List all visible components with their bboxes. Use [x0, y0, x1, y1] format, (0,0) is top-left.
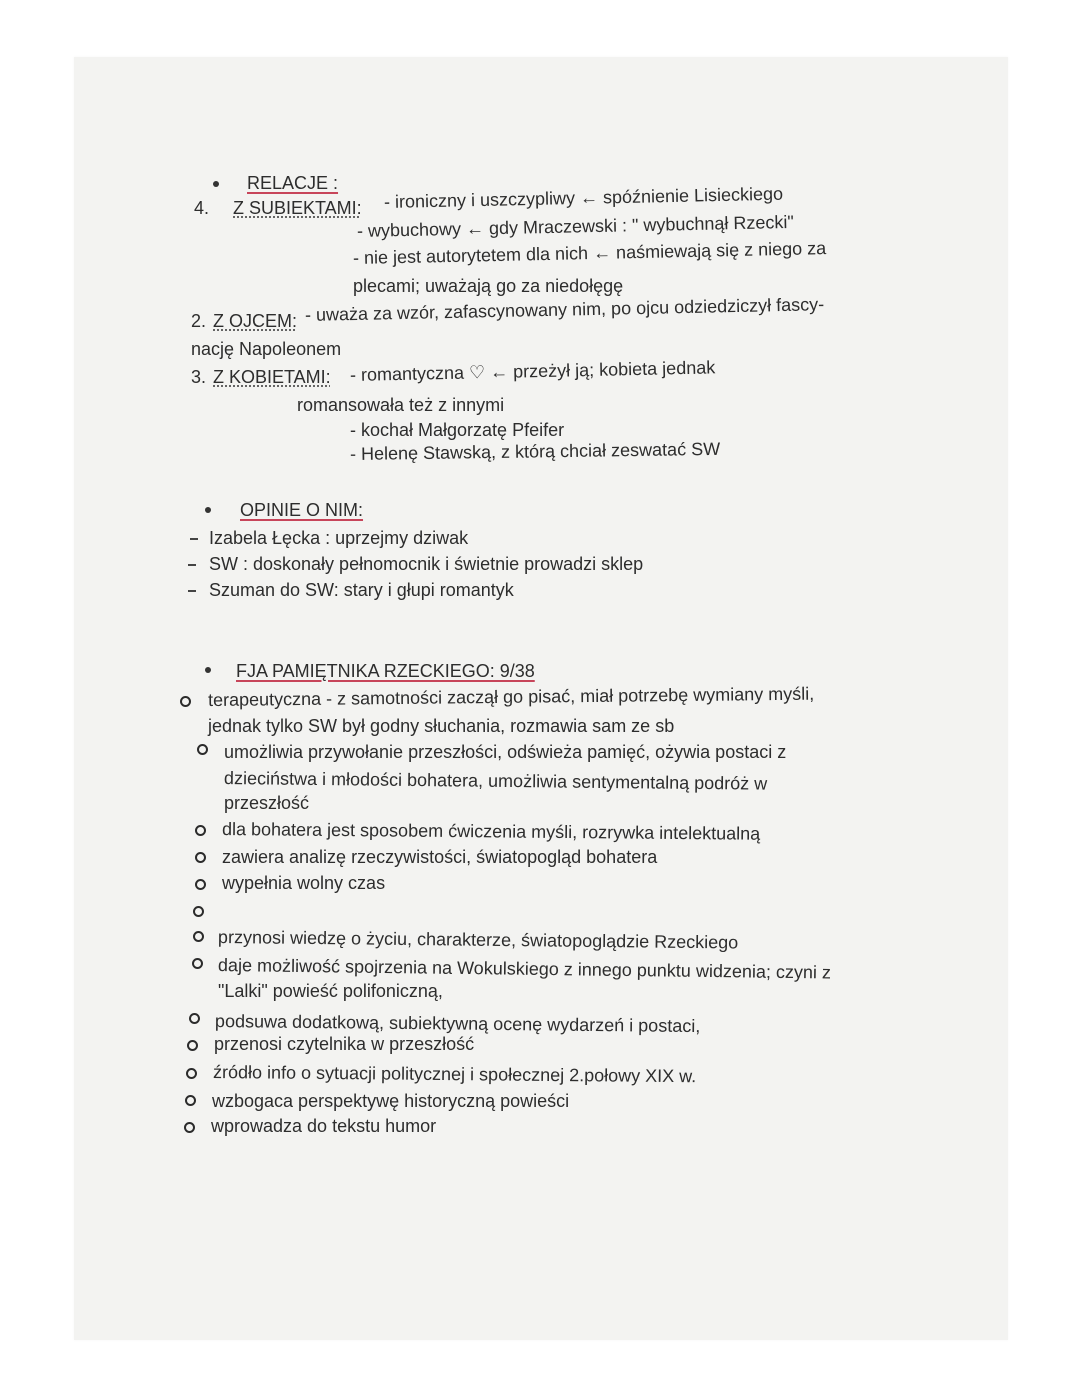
note-line: - ironiczny i uszczypliwy ← spóźnienie Lisieckiego	[383, 183, 784, 212]
heading-funkcje: FJA PAMIĘTNIKA RZECKIEGO: 9/38	[236, 661, 535, 681]
circle-bullet	[193, 931, 204, 942]
function-line: "Lalki" powieść polifoniczną,	[218, 981, 443, 1001]
bullet-dot	[205, 507, 211, 513]
note-line: romansowała też z innymi	[297, 395, 505, 415]
item-number: 2.	[191, 311, 207, 331]
function-line: źródło info o sytuacji politycznej i społecznej 2.połowy XIX w.	[212, 1062, 697, 1087]
function-line: jednak tylko SW był godny słuchania, rozmawia sam ze sb	[208, 716, 675, 736]
note-line: - Helenę Stawską, z którą chciał zeswatać SW	[349, 438, 721, 464]
note-line: - kochał Małgorzatę Pfeifer	[350, 420, 565, 440]
function-line: wypełnia wolny czas	[222, 873, 386, 893]
function-line: dzieciństwa i młodości bohatera, umożliwia sentymentalną podróż w	[223, 768, 768, 794]
heading-relacje: RELACJE :	[247, 173, 339, 193]
function-line: przenosi czytelnika w przeszłość	[214, 1034, 475, 1054]
dash-marker	[188, 564, 196, 566]
circle-bullet	[193, 906, 204, 917]
note-line: - wybuchowy ← gdy Mraczewski : " wybuchnął Rzecki"	[356, 211, 795, 241]
item-number: 3.	[191, 367, 207, 387]
note-line: - nie jest autorytetem dla nich ← naśmiewają się z niego za	[352, 238, 827, 268]
note-line: nację Napoleonem	[191, 339, 342, 359]
circle-bullet	[189, 1013, 200, 1024]
heading-opinie: OPINIE O NIM:	[240, 500, 364, 520]
circle-bullet	[180, 696, 191, 707]
function-line: przynosi wiedzę o życiu, charakterze, światopoglądzie Rzeckiego	[217, 927, 739, 953]
circle-bullet	[192, 958, 203, 969]
opinion-item: SW : doskonały pełnomocnik i świetnie prowadzi sklep	[209, 554, 644, 574]
function-line: przeszłość	[224, 793, 310, 813]
function-line: wprowadza do tekstu humor	[211, 1116, 437, 1136]
opinion-item: Szuman do SW: stary i głupi romantyk	[209, 580, 514, 600]
function-line: zawiera analizę rzeczywistości, światopogląd bohatera	[222, 847, 658, 867]
dash-marker	[188, 590, 196, 592]
label-z-ojcem: Z OJCEM:	[213, 311, 297, 331]
note-line: plecami; uważają go za niedołęgę	[353, 276, 624, 296]
function-line: wzbogaca perspektywę historyczną powieści	[212, 1091, 570, 1111]
dash-marker	[190, 538, 198, 540]
note-line: - uważa za wzór, zafascynowany nim, po ojcu odziedziczył fascy-	[304, 294, 825, 325]
circle-bullet	[197, 744, 208, 755]
circle-bullet	[195, 852, 206, 863]
circle-bullet	[195, 879, 206, 890]
circle-bullet	[195, 825, 206, 836]
circle-bullet	[187, 1040, 198, 1051]
bullet-dot	[213, 181, 219, 187]
label-z-kobietami: Z KOBIETAMI:	[213, 367, 331, 387]
label-z-subiektami: Z SUBIEKTAMI:	[233, 198, 362, 218]
circle-bullet	[186, 1068, 197, 1079]
circle-bullet	[184, 1122, 195, 1133]
circle-bullet	[185, 1095, 196, 1106]
item-number: 4.	[194, 198, 210, 218]
note-line: - romantyczna ♡ ← przeżył ją; kobieta jednak	[349, 357, 716, 385]
bullet-dot	[205, 667, 211, 673]
function-line: daje możliwość spojrzenia na Wokulskiego z innego punktu widzenia; czyni z	[217, 955, 832, 983]
opinion-item: Izabela Łęcka : uprzejmy dziwak	[209, 528, 469, 548]
function-line: dla bohatera jest sposobem ćwiczenia myśli, rozrywka intelektualną	[221, 819, 761, 844]
function-line: podsuwa dodatkową, subiektywną ocenę wydarzeń i postaci,	[214, 1011, 701, 1037]
function-line: terapeutyczna - z samotności zaczął go pisać, miał potrzebę wymiany myśli,	[207, 683, 815, 710]
function-line: umożliwia przywołanie przeszłości, odświeża pamięć, ożywia postaci z	[224, 742, 787, 762]
